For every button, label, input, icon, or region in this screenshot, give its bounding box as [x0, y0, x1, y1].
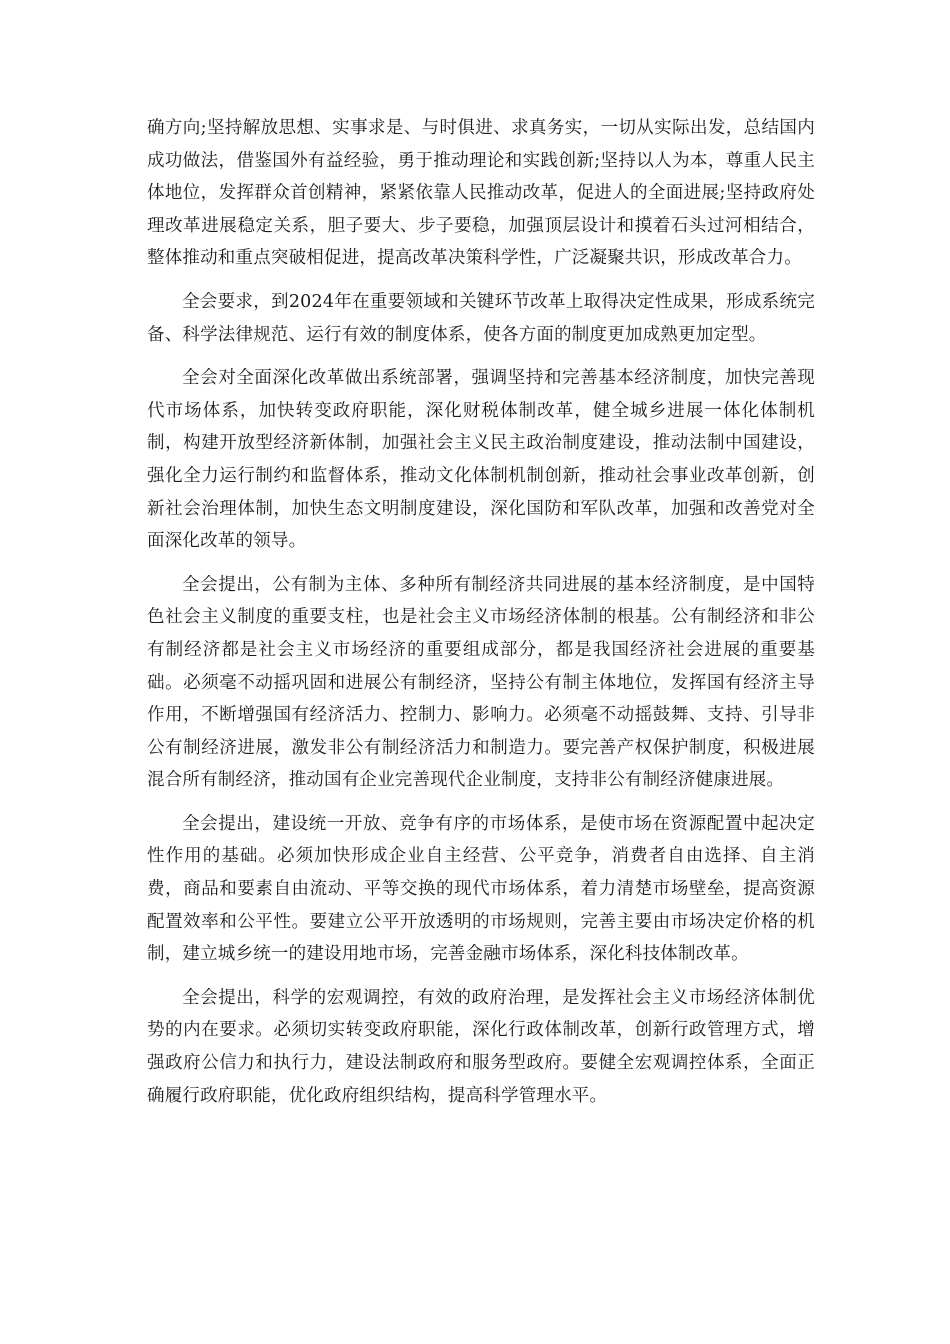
paragraph-basic-economic-system: 全会提出，公有制为主体、多种所有制经济共同进展的基本经济制度，是中国特色社会主义制度的重要支柱，也是社会主义市场经济体制的根基。公有制经济和非公有制经济都是社会主义市场经济的重要组成部分，都是我国经济社会进展的重要基础。必须毫不动摇巩固和进展公有制经济，坚持公有制主体地位，发挥国有经济主导作用，不断增强国有经济活力、控制力、影响力。必须毫不动摇鼓舞、支持、引导非公有制经济进展，激发非公有制经济活力和制造力。要完善产权保护制度，积极进展混合所有制经济，推动国有企业完善现代企业制度，支持非公有制经济健康进展。	[147, 574, 815, 791]
paragraph-continued: 确方向;坚持解放思想、实事求是、与时俱进、求真务实，一切从实际出发，总结国内成功做法，借鉴国外有益经验，勇于推动理论和实践创新;坚持以人为本，尊重人民主体地位，发挥群众首创精神，紧紧依靠人民推动改革，促进人的全面进展;坚持政府处理改革进展稳定关系，胆子要大、步子要稳，加强顶层设计和摸着石头过河相结合，整体推动和重点突破相促进，提高改革决策科学性，广泛凝聚共识，形成改革合力。	[147, 118, 815, 269]
paragraph-reform-goal-2024: 全会要求，到2024年在重要领域和关键环节改革上取得决定性成果，形成系统完备、科学法律规范、运行有效的制度体系，使各方面的制度更加成熟更加定型。	[147, 291, 815, 345]
document-body	[147, 112, 815, 1123]
paragraph-market-system: 全会提出，建设统一开放、竞争有序的市场体系，是使市场在资源配置中起决定性作用的基础。必须加快形成企业自主经营、公平竞争，消费者自由选择、自主消费，商品和要素自由流动、平等交换的现代市场体系，着力清楚市场壁垒，提高资源配置效率和公平性。要建立公平开放透明的市场规则，完善主要由市场决定价格的机制，建立城乡统一的建设用地市场，完善金融市场体系，深化科技体制改革。	[147, 813, 815, 965]
paragraph-macro-control: 全会提出，科学的宏观调控，有效的政府治理，是发挥社会主义市场经济体制优势的内在要求。必须切实转变政府职能，深化行政体制改革，创新行政管理方式，增强政府公信力和执行力，建设法制政府和服务型政府。要健全宏观调控体系，全面正确履行政府职能，优化政府组织结构，提高科学管理水平。	[147, 987, 815, 1106]
paragraph-reform-deployment: 全会对全面深化改革做出系统部署，强调坚持和完善基本经济制度，加快完善现代市场体系，加快转变政府职能，深化财税体制改革，健全城乡进展一体化体制机制，构建开放型经济新体制，加强社会主义民主政治制度建设，推动法制中国建设，强化全力运行制约和监督体系，推动文化体制机制创新，推动社会事业改革创新，创新社会治理体制，加快生态文明制度建设，深化国防和军队改革，加强和改善党对全面深化改革的领导。	[147, 368, 815, 552]
